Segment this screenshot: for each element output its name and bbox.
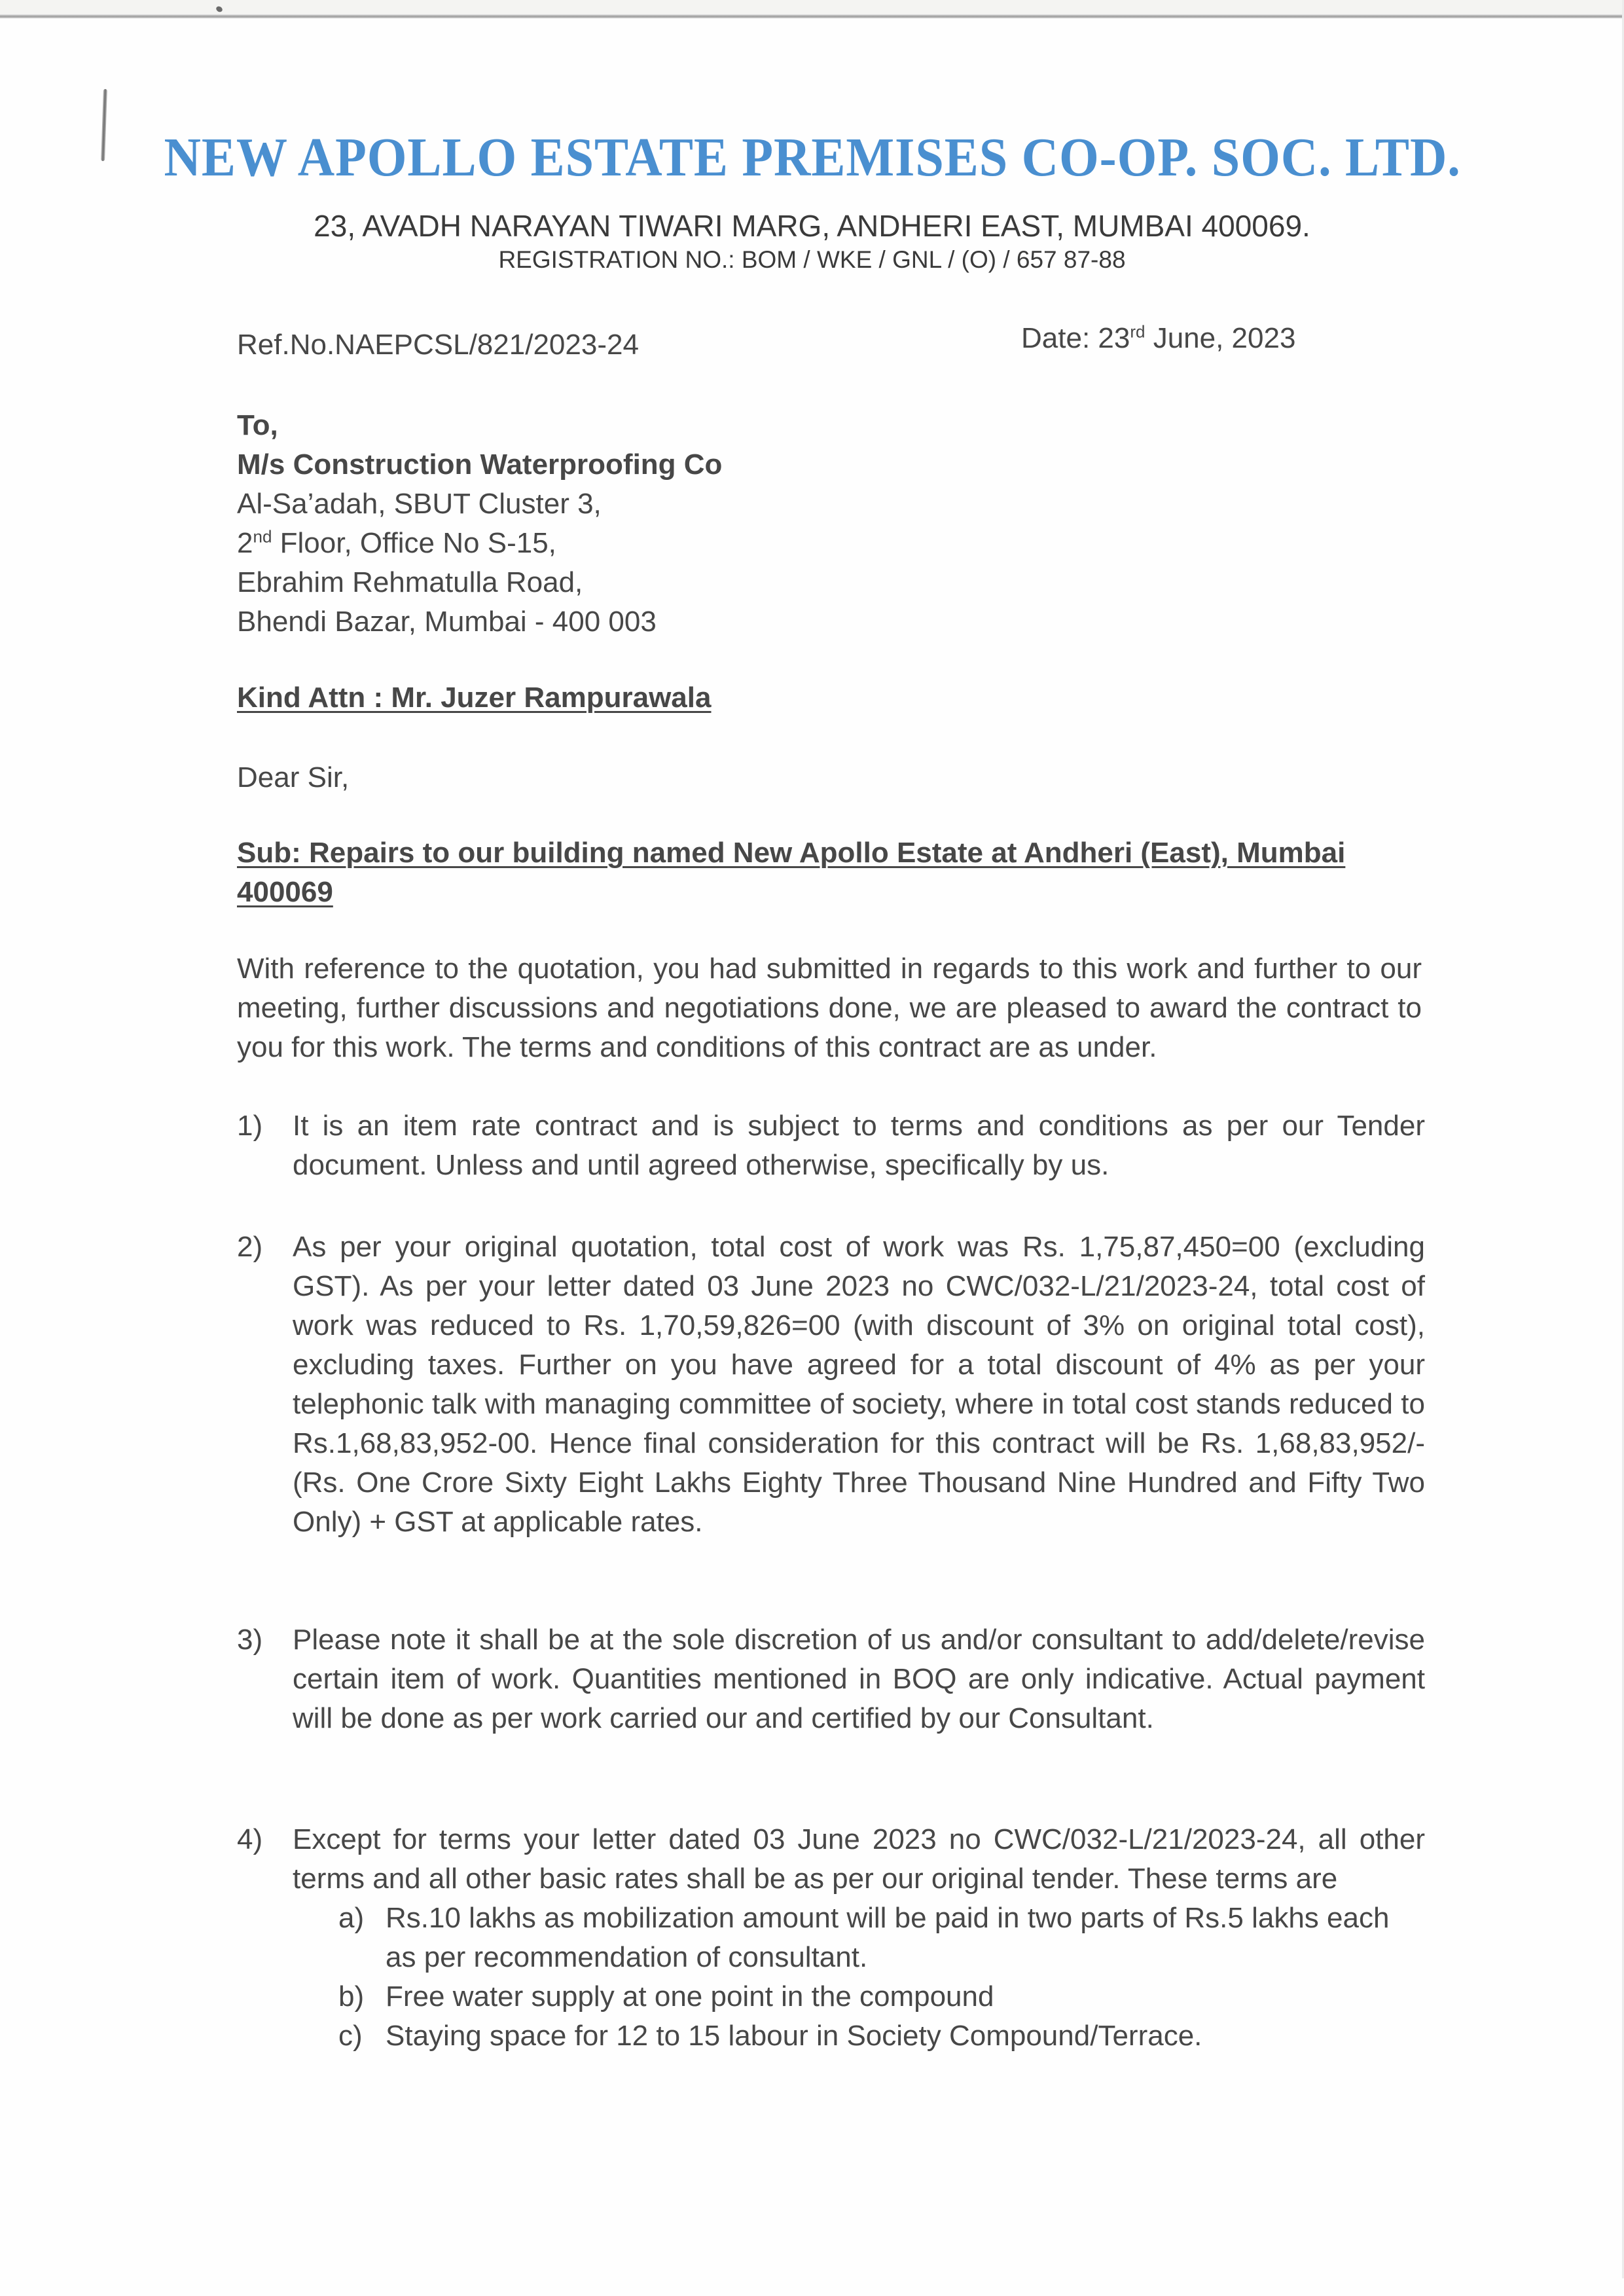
recipient-company: M/s Construction Waterproofing Co xyxy=(237,448,723,481)
sub-item-a xyxy=(338,1899,1425,1977)
sub-item-letter: c) xyxy=(338,2020,363,2052)
scan-top-margin xyxy=(0,0,1624,16)
registration-number: REGISTRATION NO.: BOM / WKE / GNL / (O) / 657 87-88 xyxy=(498,246,1126,273)
floor-number: 2 xyxy=(237,527,253,559)
recipient-to: To, xyxy=(237,409,278,441)
letter-date xyxy=(1021,319,1295,358)
term-text: Please note it shall be at the sole discretion of us and/or consultant to add/delete/revise certain item of work. Quantities mentioned in BOQ are only indicative. Actual payment will be done as per work carried our and certified by our Consultant. xyxy=(293,1624,1425,1734)
floor-ordinal: nd xyxy=(253,526,272,547)
term-number: 3) xyxy=(237,1624,263,1656)
intro-paragraph: With reference to the quotation, you had submitted in regards to this work and further to our meeting, further discussions and negotiations done, we are pleased to award the contract to you for this work. The terms and conditions of this contract are as under. xyxy=(237,953,1422,1063)
sub-item-letter: b) xyxy=(338,1980,365,2013)
term-item-3 xyxy=(237,1620,1425,1738)
organization-name: NEW APOLLO ESTATE PREMISES CO-OP. SOC. LTD. xyxy=(164,127,1461,188)
term-text: Except for terms your letter dated 03 June 2023 no CWC/032-L/21/2023-24, all other terms and all other basic rates shall be as per our original tender. These terms are xyxy=(293,1823,1425,1895)
organization-address: 23, AVADH NARAYAN TIWARI MARG, ANDHERI EAST, MUMBAI 400069. xyxy=(314,209,1310,243)
date-suffix: June, 2023 xyxy=(1145,322,1296,354)
recipient-address-line-2 xyxy=(237,524,1153,563)
term-item-2 xyxy=(237,1228,1425,1542)
term-number: 4) xyxy=(237,1823,263,1855)
sub-item-text: Rs.10 lakhs as mobilization amount will be paid in two parts of Rs.5 lakhs each as per recommendation of consultant. xyxy=(386,1902,1390,1973)
term-number: 1) xyxy=(237,1110,263,1142)
date-ordinal: rd xyxy=(1130,321,1146,342)
term-text: As per your original quotation, total cost of work was Rs. 1,75,87,450=00 (excluding GST). As per your letter dated 03 June 2023 no CWC/032-L/21/2023-24, total cost of work was reduced to Rs. 1,70,59,826=00 (with discount of 3% on original total cost), excluding taxes. Further on you have agreed for a total discount of 4% as per your telephonic talk with managing committee of society, where in total cost stands reduced to Rs.1,68,83,952-00. Hence final consideration for this contract will be Rs. 1,68,83,952/- (Rs. One Crore Sixty Eight Lakhs Eighty Three Thousand Nine Hundred and Fifty Two Only) + GST at applicable rates. xyxy=(293,1231,1425,1538)
date-prefix: Date: 23 xyxy=(1021,322,1130,354)
kind-attention: Kind Attn : Mr. Juzer Rampurawala xyxy=(237,682,712,714)
sub-item-text: Free water supply at one point in the compound xyxy=(386,1980,994,2013)
recipient-address-line-3: Ebrahim Rehmatulla Road, xyxy=(237,566,583,598)
scan-edge-line xyxy=(0,14,1624,18)
reference-number: Ref.No.NAEPCSL/821/2023-24 xyxy=(237,329,639,361)
subject-line: Sub: Repairs to our building named New Apollo Estate at Andheri (East), Mumbai 400069 xyxy=(237,837,1346,908)
recipient-address-line-4: Bhendi Bazar, Mumbai - 400 003 xyxy=(237,606,657,638)
term-item-4 xyxy=(237,1820,1425,2056)
sub-item-c xyxy=(338,2016,1425,2056)
sub-item-text: Staying space for 12 to 15 labour in Society Compound/Terrace. xyxy=(386,2020,1202,2052)
term-item-1 xyxy=(237,1106,1425,1185)
term-number: 2) xyxy=(237,1231,263,1263)
sub-item-letter: a) xyxy=(338,1902,365,1934)
floor-office: Floor, Office No S-15, xyxy=(272,527,556,559)
recipient-block xyxy=(237,406,1153,642)
sub-item-b xyxy=(338,1977,1425,2016)
term-text: It is an item rate contract and is subject to terms and conditions as per our Tender document. Unless and until agreed otherwise, specifically by us. xyxy=(293,1110,1425,1181)
recipient-address-line-1: Al-Sa’adah, SBUT Cluster 3, xyxy=(237,488,602,520)
salutation: Dear Sir, xyxy=(237,761,350,793)
term-4-sub-items xyxy=(338,1899,1425,2056)
